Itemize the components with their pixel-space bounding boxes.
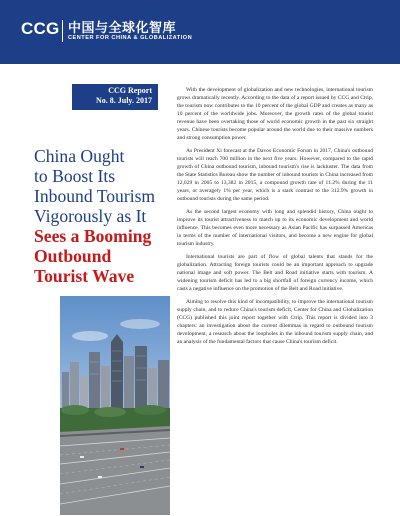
header-banner bbox=[0, 0, 400, 64]
report-number-date: No. 8. July. 2017 bbox=[95, 96, 152, 105]
title-accent-line: Outbound bbox=[34, 246, 112, 266]
report-series: CCG Report bbox=[108, 86, 152, 95]
title-line: China Ought bbox=[34, 146, 125, 166]
title-line: Inbound Tourism bbox=[34, 186, 156, 206]
title-line: to Boost Its bbox=[34, 166, 116, 186]
body-paragraph: International tourists are part of flow of global talents that stands for the globalization. Attracting foreign tourists could be an important approach to upgrade national image and soft power. The Belt and Road initiative starts with tourism. A widening tourism deficit has led to a big shortfall of foreign currency income, which casts a negative influence on the promotion of the Belt and Road initiative. bbox=[177, 254, 373, 292]
body-paragraph: With the development of globalization and new technologies, international tourism grows dramatically recently. According to the data of a report issued by CCG and Ctrip, the tourism now contributes to the 10 percent of the global GDP and creates as many as 10 percent of the worldwide jobs. Moreover, the growth rates of the global tourist revenue have been overtaking those of world economic growth in the past six straight years. Chinese tourists become popular around the world due to their massive numbers and strong consumption power. bbox=[177, 87, 373, 141]
report-badge bbox=[72, 84, 158, 110]
logo-ccg-text: CCG bbox=[21, 19, 60, 38]
logo-english-name: CENTER FOR CHINA & GLOBALIZATION bbox=[68, 35, 193, 41]
body-paragraph: As President Xi forecast at the Davos Economic Forum in 2017, China's outbound tourists will reach 700 million in the next five years. However, compared to the rapid growth of China outbound tourism, inbound tourism's rise is lackluster. The data from the State Statistics Bureau show the number of inbound tourists in China increased from 12,029 in 2005 to 13,382 in 2015, a compound growth rate of 11.2% during the 11 years, or averagely 1% per year, which is a stark contrast to the 312.9% growth in outbound tourists during the same period. bbox=[177, 148, 373, 202]
logo-chinese-name: 中国与全球化智库 bbox=[68, 21, 177, 36]
body-paragraph: As the second largest economy with long and splendid history, China ought to improve its tourist attractiveness to match up to its economic development and world influence. This becomes even more necessary as Asian Pacific has surpassed Americas in terms of the number of international visitors, and become a new engine for global tourism industry. bbox=[177, 209, 373, 247]
city-skyline-photo bbox=[60, 296, 170, 515]
title-line: Vigorously as It bbox=[34, 206, 147, 226]
title-accent-line: Tourist Wave bbox=[34, 266, 135, 286]
report-title bbox=[34, 146, 174, 286]
body-paragraph: Aiming to resolve this kind of incompatibility, to improve the international tourism supply chain, and to reduce China's tourism deficit, Center for China and Globalization (CCG) published this joint report together with Ctrip. This report is divided into 3 chapters: an investigation about the current dilemmas in regard to outbound tourism development, a research about the loopholes in the inbound tourism supply chain, and an analysis of the fundamental factors that cause China's tourism deficit. bbox=[177, 299, 373, 345]
title-accent-line: Sees a Booming bbox=[34, 226, 152, 246]
logo-divider bbox=[62, 20, 63, 42]
body-text bbox=[177, 86, 373, 351]
